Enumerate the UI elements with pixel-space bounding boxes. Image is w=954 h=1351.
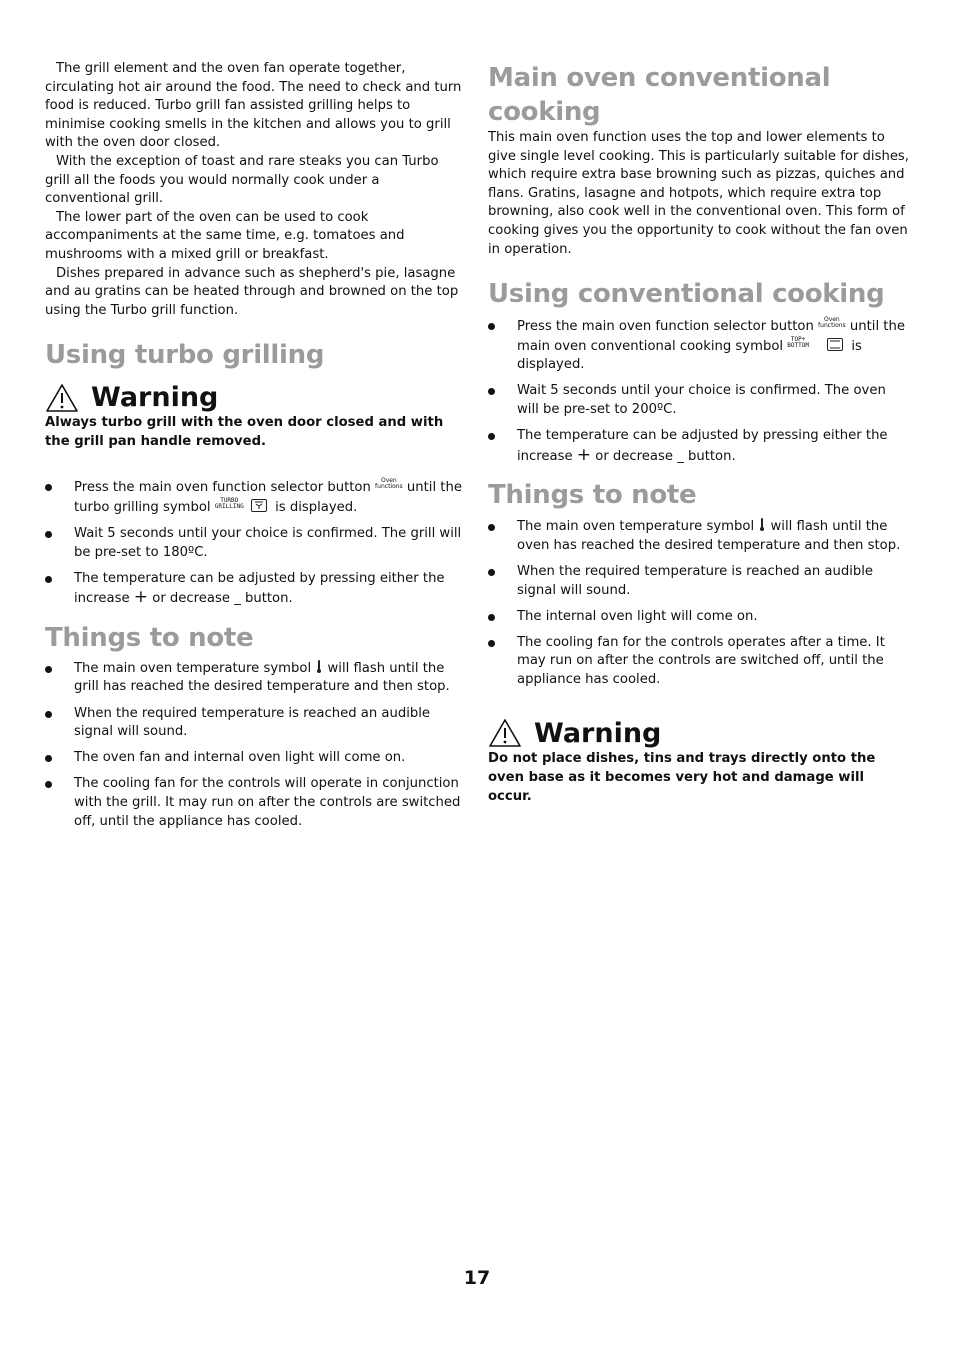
list-item: The cooling fan for the controls will operate in conjunction with the grill. It may run on after the controls are switched off, until the appliance has cooled. bbox=[45, 775, 465, 831]
warning-text: Always turbo grill with the oven door closed and with the grill pan handle removed. bbox=[45, 415, 444, 450]
minus-icon: _ bbox=[677, 448, 684, 464]
bullet-icon bbox=[488, 614, 495, 621]
warning-header bbox=[488, 718, 910, 749]
thermometer-icon bbox=[760, 518, 764, 531]
page-number: 17 bbox=[463, 1267, 491, 1289]
bullet-icon bbox=[488, 524, 495, 531]
turbo-steps-list bbox=[45, 478, 465, 609]
intro-paragraph-3: The lower part of the oven can be used to cook accompaniments at the same time, e.g. tomatoes and mushrooms with a mixed grill or breakfast. bbox=[45, 209, 405, 262]
list-item: The main oven temperature symbol will flash until the oven has reached the desired temperature and then stop. bbox=[488, 518, 910, 555]
heading-things-to-note: Things to note bbox=[45, 622, 254, 653]
plus-icon: + bbox=[133, 587, 149, 608]
bullet-icon bbox=[488, 569, 495, 576]
list-item: When the required temperature is reached an audible signal will sound. bbox=[45, 705, 465, 742]
bullet-icon bbox=[45, 666, 52, 673]
minus-icon: _ bbox=[234, 591, 241, 607]
turbo-grilling-label-icon: TURBO GRILLING bbox=[214, 496, 244, 510]
bullet-icon bbox=[45, 484, 52, 491]
list-item: The temperature can be adjusted by pressing either the increase + or decrease _ button. bbox=[45, 570, 465, 609]
turbo-notes-list bbox=[45, 660, 465, 831]
bullet-icon bbox=[488, 323, 495, 330]
list-item: Wait 5 seconds until your choice is confirmed. The oven will be pre-set to 200ºC. bbox=[488, 382, 910, 419]
heading-things-to-note: Things to note bbox=[488, 480, 697, 511]
thermometer-icon bbox=[317, 660, 321, 673]
main-oven-paragraph: This main oven function uses the top and lower elements to give single level cooking. This is particularly suitable for dishes, which require extra base browning such as pizzas, quiches and flans. Gratins, lasagne and hotpots, which require extra top browning, also cook well in the conventional oven. This form of cooking gives you the opportunity to cook without the fan oven in operation. bbox=[488, 130, 909, 257]
list-item: The cooling fan for the controls operates after a time. It may run on after the controls are switched off, until the appliance has cooled. bbox=[488, 634, 910, 690]
warning-text: Do not place dishes, tins and trays directly onto the oven base as it becomes very hot and damage will occur. bbox=[488, 750, 876, 804]
warning-triangle-icon bbox=[45, 383, 79, 413]
conventional-notes-list bbox=[488, 518, 910, 689]
turbo-grill-symbol-icon bbox=[251, 499, 267, 512]
warning-title: Warning bbox=[534, 717, 662, 749]
bullet-icon bbox=[45, 755, 52, 762]
list-item: The main oven temperature symbol will flash until the grill has reached the desired temperature and then stop. bbox=[45, 660, 465, 697]
warning-triangle-icon bbox=[488, 718, 522, 748]
list-item: The oven fan and internal oven light will come on. bbox=[45, 749, 465, 768]
conventional-steps-list bbox=[488, 317, 910, 466]
warning-header bbox=[45, 382, 465, 413]
left-column bbox=[45, 60, 465, 839]
intro-paragraph-4: Dishes prepared in advance such as shepherd's pie, lasagne and au gratins can be heated through and browned on the top using the Turbo grill function. bbox=[45, 265, 459, 318]
bullet-icon bbox=[45, 531, 52, 538]
list-item: Wait 5 seconds until your choice is confirmed. The grill will be pre-set to 180ºC. bbox=[45, 525, 465, 562]
bullet-icon bbox=[45, 576, 52, 583]
bullet-icon bbox=[488, 433, 495, 440]
list-item: When the required temperature is reached an audible signal will sound. bbox=[488, 563, 910, 600]
plus-icon: + bbox=[576, 444, 592, 465]
warning-title: Warning bbox=[91, 382, 219, 414]
intro-paragraph-1: The grill element and the oven fan operate together, circulating hot air around the food. The need to check and turn food is reduced. Turbo grill fan assisted grilling helps to minimise cooking smells in the kitchen and allows you to grill with the oven door closed. bbox=[45, 61, 462, 151]
bullet-icon bbox=[45, 781, 52, 788]
conventional-cooking-symbol-icon bbox=[827, 338, 843, 351]
heading-using-turbo-grilling: Using turbo grilling bbox=[45, 340, 325, 371]
bullet-icon bbox=[45, 711, 52, 718]
list-item: Press the main oven function selector button Oven functions until the main oven conventional cooking symbol TOP+ BOTTOM is displayed. bbox=[488, 317, 910, 375]
list-item: The temperature can be adjusted by pressing either the increase + or decrease _ button. bbox=[488, 427, 910, 466]
bullet-icon bbox=[488, 388, 495, 395]
heading-main-oven-conventional-cooking: Main oven conventional cooking bbox=[488, 63, 831, 127]
heading-using-conventional-cooking: Using conventional cooking bbox=[488, 279, 885, 310]
bullet-icon bbox=[488, 640, 495, 647]
list-item: Press the main oven function selector button Oven functions until the turbo grilling symbol TURBO GRILLING is displayed. bbox=[45, 478, 465, 517]
oven-functions-button-icon: Oven functions bbox=[818, 316, 846, 330]
top-bottom-label-icon: TOP+ BOTTOM bbox=[787, 335, 809, 349]
list-item: The internal oven light will come on. bbox=[488, 608, 910, 627]
intro-paragraph-2: With the exception of toast and rare steaks you can Turbo grill all the foods you would normally cook under a conventional grill. bbox=[45, 153, 439, 207]
right-column bbox=[488, 61, 910, 806]
oven-functions-button-icon: Oven functions bbox=[375, 477, 403, 491]
